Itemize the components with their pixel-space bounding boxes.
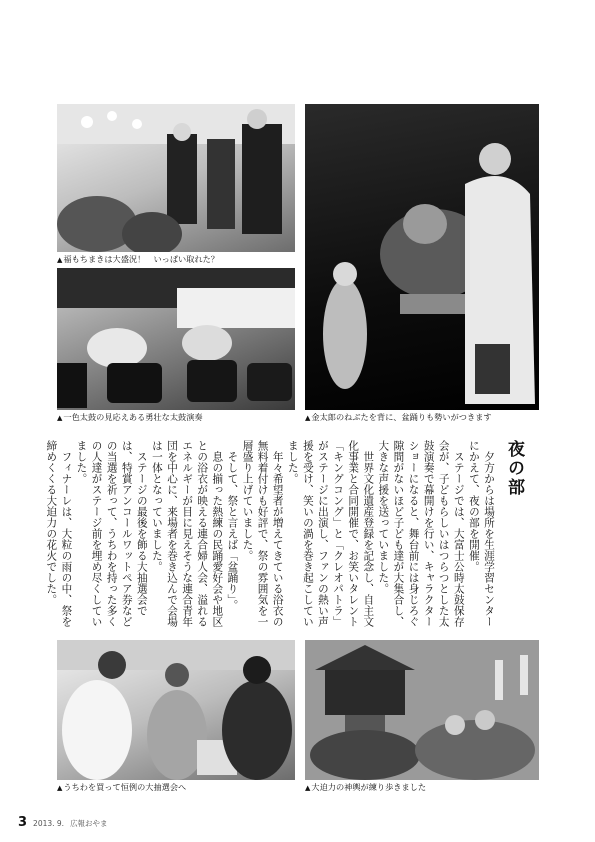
caption-marker: ▲ bbox=[305, 784, 311, 792]
caption-marker: ▲ bbox=[57, 256, 63, 264]
caption-text: 大迫力の神輿が練り歩きました bbox=[311, 782, 427, 792]
caption-mikoshi bbox=[305, 782, 426, 793]
paragraph: 息の揃った熱練の民踊愛好会や地区との浴衣が映える連合婦人会、溢れるエネルギーが目に見えそうな連合青年団を中心に、来場者を巻き込んで会場は一体となっていました。 bbox=[150, 440, 224, 627]
paragraph: ステージの最後を飾る大抽選会では、特賞アンコールワットペア券などの当選を祈って、うちわを持った多くの人達がステージ前を埋め尽くしていました。 bbox=[75, 440, 148, 627]
issue-date: 2013. 9. bbox=[33, 819, 65, 828]
photo-mochi-throwing-graphic bbox=[57, 104, 295, 252]
photo-kintaro-nebuta bbox=[305, 104, 539, 410]
paragraph: ステージでは、大富士公時太鼓保存会が、子どもらしいはつらつとした太鼓演奏で幕開けを行い、キャラクターショーになると、舞台前には身じろぐ隙間がないほど子ども達が大集合し、大きな声援を送っていました。 bbox=[377, 440, 465, 627]
caption-taiko-drums bbox=[57, 412, 203, 423]
paragraph: 世界文化遺産登録を記念し、自主文化事業と合同開催で、お笑いタレント「キングコング」と「クレオパトラ」がステージに出演し、ファンの熱い声援を受け、笑いの渦を巻き起こしていました。 bbox=[286, 440, 375, 627]
section-heading: 夜の部 bbox=[504, 440, 524, 497]
caption-text: 金太郎のねぶたを背に、盆踊りも勢いがつきます bbox=[311, 412, 492, 422]
caption-marker: ▲ bbox=[305, 414, 311, 422]
caption-marker: ▲ bbox=[57, 784, 63, 792]
photo-taiko-drums-graphic bbox=[57, 268, 295, 410]
paragraph: 年々希望者が増えてきている浴衣の無料着付けも好評で、祭の雰囲気を一層盛り上げていました。 bbox=[241, 440, 284, 627]
caption-lottery bbox=[57, 782, 186, 793]
photo-mikoshi-graphic bbox=[305, 640, 539, 780]
page-number: 3 bbox=[18, 815, 28, 830]
page-footer bbox=[18, 815, 108, 830]
photo-taiko-drums bbox=[57, 268, 295, 410]
photo-kintaro-nebuta-graphic bbox=[305, 104, 539, 410]
article-body bbox=[45, 440, 496, 630]
photo-mikoshi bbox=[305, 640, 539, 780]
caption-kintaro-nebuta bbox=[305, 412, 492, 423]
photo-lottery bbox=[57, 640, 295, 780]
paragraph: そして、祭と言えば「盆踊り」。 bbox=[226, 450, 239, 611]
caption-marker: ▲ bbox=[57, 414, 63, 422]
caption-mochi-throwing bbox=[57, 254, 219, 265]
photo-lottery-graphic bbox=[57, 640, 295, 780]
paragraph: フィナーレは、大粒の雨の中、祭を締めくくる大迫力の花火でした。 bbox=[45, 440, 73, 627]
caption-text: 一色太鼓の見応えある勇壮な太鼓演奏 bbox=[63, 412, 203, 422]
caption-text: 福もちまきは大盛況！ いっぱい取れた？ bbox=[63, 254, 219, 264]
publication-name: 広報おやま bbox=[70, 819, 108, 828]
paragraph: 夕方からは場所を生涯学習センターにかえて、夜の部を開催。 bbox=[467, 440, 495, 627]
photo-mochi-throwing bbox=[57, 104, 295, 252]
caption-text: うちわを買って恒例の大抽選会へ bbox=[63, 782, 187, 792]
